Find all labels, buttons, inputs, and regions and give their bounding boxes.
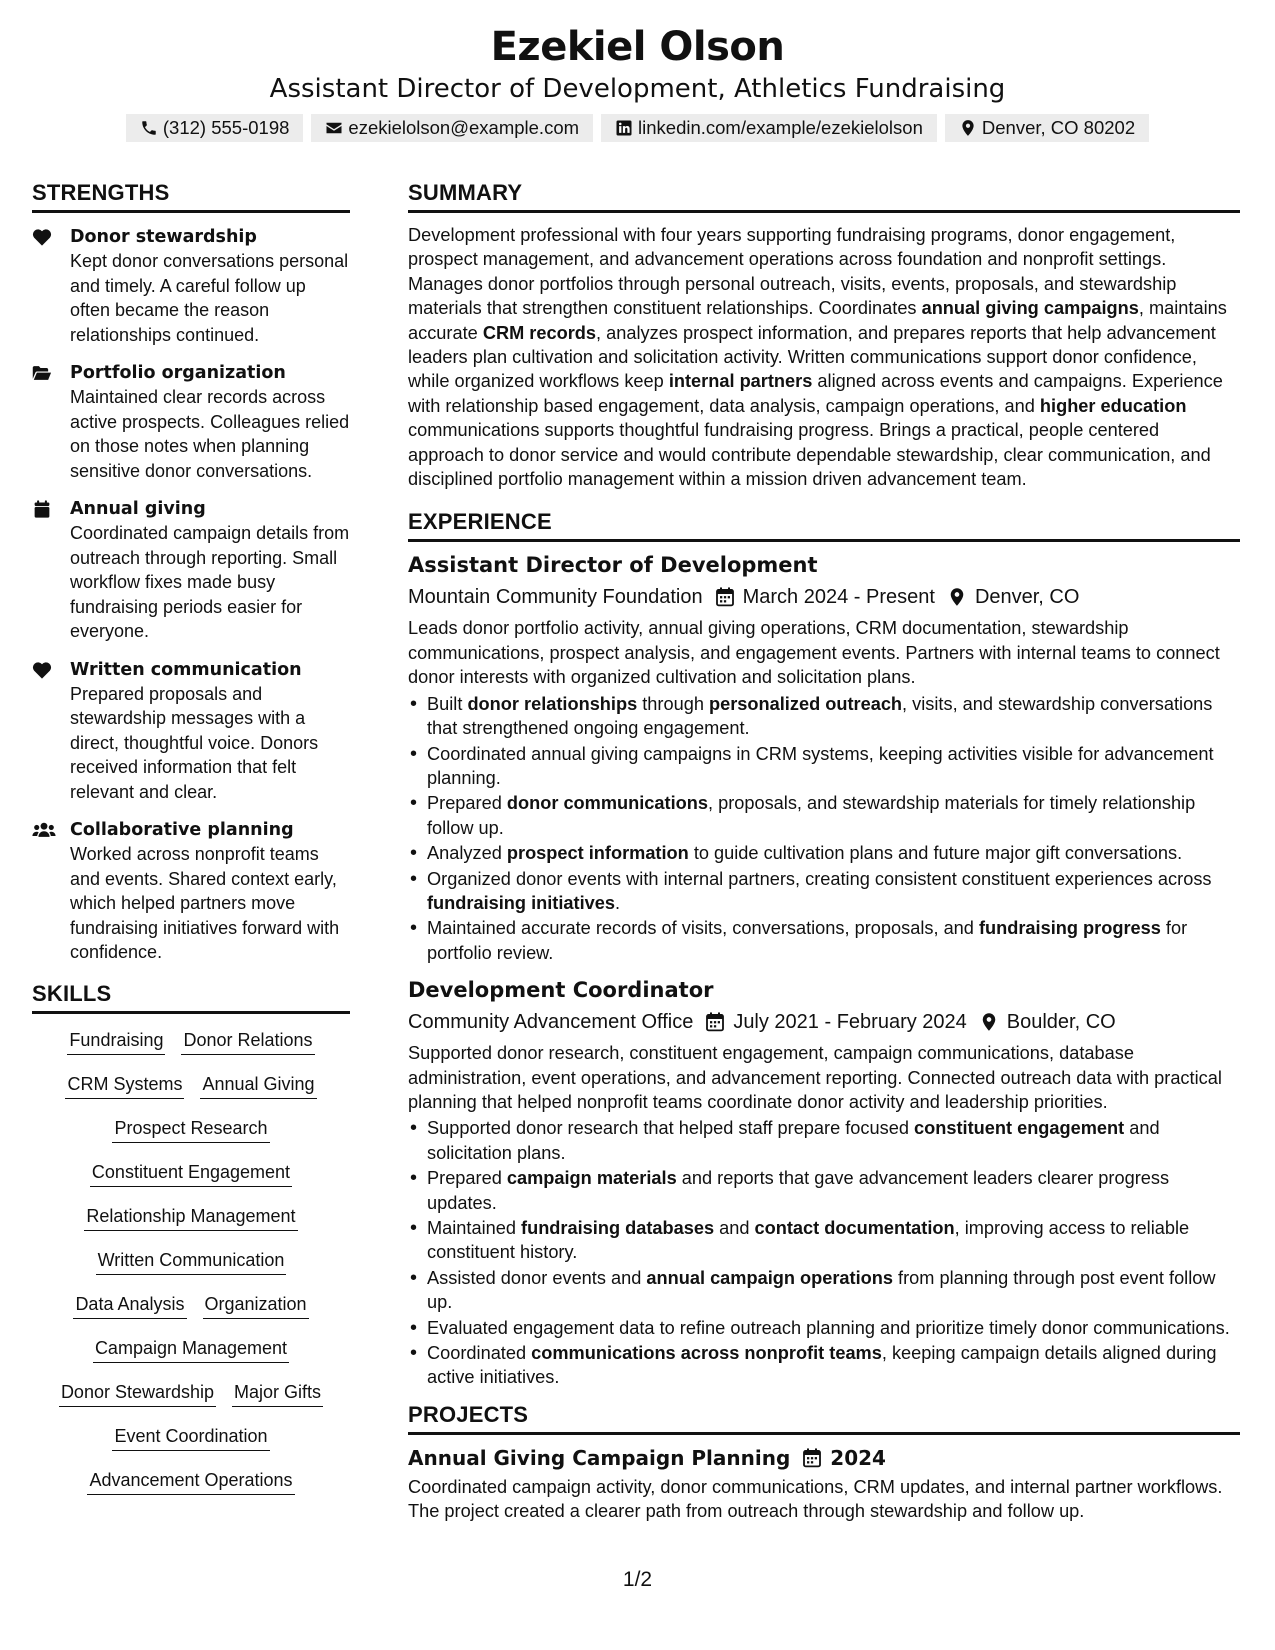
skill-tag: Fundraising bbox=[67, 1028, 165, 1055]
job-meta bbox=[408, 582, 1240, 612]
folder-open-icon bbox=[32, 364, 52, 382]
contact-bar bbox=[0, 114, 1275, 142]
resume-header bbox=[0, 22, 1275, 142]
strengths-heading: STRENGTHS bbox=[32, 178, 350, 213]
bold-keyword: constituent engagement bbox=[914, 1118, 1125, 1139]
job-bullet: • Maintained fundraising databases and contact documentation, improving access to reliable constituent history. bbox=[408, 1216, 1240, 1265]
linkedin-icon bbox=[615, 119, 633, 137]
skill-tag: Prospect Research bbox=[112, 1116, 269, 1143]
bold-keyword: higher education bbox=[1039, 395, 1187, 416]
heart-icon bbox=[32, 228, 52, 246]
bold-keyword: annual campaign operations bbox=[646, 1267, 893, 1288]
skill-tag: Advancement Operations bbox=[87, 1468, 294, 1495]
calendar-icon bbox=[715, 587, 735, 607]
projects-heading: PROJECTS bbox=[408, 1400, 1240, 1435]
job-bullet: • Prepared donor communications, proposals, and stewardship materials for timely relationship follow up. bbox=[408, 791, 1240, 840]
project-title: Annual Giving Campaign Planning bbox=[408, 1445, 791, 1470]
skill-tag: CRM Systems bbox=[65, 1072, 184, 1099]
right-column bbox=[408, 178, 1240, 1524]
contact-linkedin-text: linkedin.com/example/ezekielolson bbox=[638, 117, 923, 138]
strength-item bbox=[32, 361, 350, 483]
job-title: Assistant Director of Development bbox=[408, 553, 818, 578]
bold-keyword: fundraising databases bbox=[521, 1218, 715, 1238]
job-bullet: • Evaluated engagement data to refine outreach planning and prioritize timely donor communications. bbox=[408, 1316, 1240, 1340]
strength-title: Annual giving bbox=[70, 499, 206, 519]
job-description: Leads donor portfolio activity, annual giving operations, CRM documentation, stewardship communications, prospect analysis, and engagement events. Partners with internal teams to connect donor interests with organized cultivation and solicitation plans. bbox=[408, 618, 1220, 688]
bold-keyword: personalized outreach bbox=[709, 693, 903, 714]
job-bullet: • Assisted donor events and annual campaign operations from planning through post event follow up. bbox=[408, 1266, 1240, 1315]
contact-phone[interactable] bbox=[126, 114, 304, 142]
bold-keyword: fundraising initiatives bbox=[427, 892, 615, 913]
strengths-list bbox=[32, 225, 350, 965]
users-icon bbox=[32, 821, 56, 839]
projects-section bbox=[408, 1400, 1240, 1524]
skill-tag: Event Coordination bbox=[112, 1424, 269, 1451]
summary-text: Development professional with four years supporting fundraising programs, donor engagement, prospect management, and advancement operations across foundation and nonprofit settings. Manages donor portfolios through personal outreach, visits, events, proposals, and stewardship materials that strengthen constituent relationships. Coordinates annual giving campaigns, maintains accurate CRM records, analyzes prospect information, and prepares reports that help advancement leaders plan cultivation and solicitation activity. Written communications support donor confidence, while organized workflows keep internal partners aligned across events and campaigns. Experience with relationship based engagement, data analysis, campaign operations, and higher education communications supports thoughtful fundraising progress. Brings a practical, people centered approach to donor service and would contribute dependable stewardship, clear communication, and disciplined portfolio management within a mission driven advancement team. bbox=[408, 225, 1227, 490]
job-bullet: • Prepared campaign materials and reports that gave advancement leaders clearer progress updates. bbox=[408, 1166, 1240, 1215]
job-bullet: • Supported donor research that helped staff prepare focused constituent engagement and solicitation plans. bbox=[408, 1116, 1240, 1165]
contact-email-text: ezekielolson@example.com bbox=[348, 117, 580, 138]
skill-tag: Data Analysis bbox=[73, 1292, 186, 1319]
calendar-icon bbox=[705, 1012, 725, 1032]
job-bullet: • Coordinated communications across nonprofit teams, keeping campaign details aligned during active initiatives. bbox=[408, 1341, 1240, 1390]
phone-icon bbox=[140, 119, 158, 137]
strength-description: Coordinated campaign details from outreach through reporting. Small workflow fixes made busy fundraising periods easier for everyone. bbox=[70, 523, 350, 641]
job-location: Denver, CO bbox=[974, 586, 1080, 609]
bold-keyword: contact documentation bbox=[754, 1218, 955, 1238]
strength-title: Written communication bbox=[70, 659, 302, 680]
skill-tag: Campaign Management bbox=[93, 1336, 289, 1363]
map-pin-icon bbox=[959, 119, 977, 137]
strength-title: Portfolio organization bbox=[70, 363, 286, 383]
strength-title: Collaborative planning bbox=[70, 820, 294, 840]
contact-email[interactable] bbox=[311, 114, 593, 142]
job-entry bbox=[408, 550, 1240, 965]
bold-keyword: prospect information bbox=[506, 843, 689, 864]
skills-heading: SKILLS bbox=[32, 979, 350, 1014]
strength-item bbox=[32, 818, 350, 965]
skill-tag: Donor Relations bbox=[181, 1028, 314, 1055]
calendar-icon bbox=[802, 1448, 822, 1468]
job-description: Supported donor research, constituent engagement, campaign communications, database administration, event operations, and advancement reporting. Connected outreach data with practical planning that helped nonprofit teams coordinate donor activity and leadership priorities. bbox=[408, 1043, 1222, 1112]
bold-keyword: donor relationships bbox=[467, 693, 638, 714]
page-number: 1/2 bbox=[622, 1568, 653, 1591]
candidate-name: Ezekiel Olson bbox=[490, 24, 785, 70]
summary-heading: SUMMARY bbox=[408, 178, 1240, 213]
job-organization: Mountain Community Foundation bbox=[408, 586, 703, 609]
bold-keyword: campaign materials bbox=[506, 1168, 677, 1189]
heart-icon bbox=[32, 661, 52, 679]
contact-location-text: Denver, CO 80202 bbox=[981, 117, 1136, 138]
contact-location bbox=[945, 114, 1149, 142]
strength-description: Prepared proposals and stewardship messages with a direct, thoughtful voice. Donors received information that felt relevant and clear. bbox=[70, 683, 319, 802]
job-bullet: • Maintained accurate records of visits, conversations, proposals, and fundraising progress for portfolio review. bbox=[408, 916, 1240, 965]
project-year: 2024 bbox=[830, 1445, 886, 1470]
strength-title: Donor stewardship bbox=[70, 227, 257, 247]
strength-description: Kept donor conversations personal and timely. A careful follow up often became the reason relationships continued. bbox=[70, 251, 349, 345]
strength-item bbox=[32, 497, 350, 644]
job-bullet: • Built donor relationships through personalized outreach, visits, and stewardship conversations that strengthened ongoing engagement. bbox=[408, 692, 1240, 741]
project-description: Coordinated campaign activity, donor communications, CRM updates, and internal partner workflows. The project created a clearer path from outreach through stewardship and follow up. bbox=[408, 1476, 1223, 1522]
job-bullet: • Coordinated annual giving campaigns in CRM systems, keeping activities visible for advancement planning. bbox=[408, 742, 1240, 791]
job-entry bbox=[408, 975, 1240, 1390]
bold-keyword: donor communications bbox=[506, 793, 708, 814]
skill-tag: Major Gifts bbox=[232, 1380, 323, 1407]
strength-description: Worked across nonprofit teams and events. Shared context early, which helped partners move fundraising initiatives forward with confidence. bbox=[70, 844, 340, 962]
experience-heading: EXPERIENCE bbox=[408, 507, 1240, 542]
map-pin-icon bbox=[947, 587, 967, 607]
strength-description: Maintained clear records across active prospects. Colleagues relied on those notes when planning sensitive donor conversations. bbox=[70, 387, 350, 481]
skill-tag: Organization bbox=[203, 1292, 309, 1319]
bold-keyword: annual giving campaigns bbox=[921, 298, 1139, 319]
bold-keyword: communications across nonprofit teams bbox=[531, 1343, 882, 1364]
skills-section bbox=[32, 979, 350, 1495]
map-pin-icon bbox=[979, 1012, 999, 1032]
job-location: Boulder, CO bbox=[1006, 1011, 1116, 1034]
strength-item bbox=[32, 658, 350, 805]
job-title: Development Coordinator bbox=[408, 978, 714, 1003]
job-bullets bbox=[408, 692, 1240, 965]
skill-tag: Relationship Management bbox=[84, 1204, 297, 1231]
bold-keyword: CRM records bbox=[482, 322, 597, 343]
skill-tag: Donor Stewardship bbox=[59, 1380, 216, 1407]
bold-keyword: internal partners bbox=[668, 371, 813, 392]
job-meta bbox=[408, 1007, 1240, 1037]
strength-item bbox=[32, 225, 350, 347]
job-bullets bbox=[408, 1116, 1240, 1389]
job-dates: July 2021 - February 2024 bbox=[733, 1011, 967, 1034]
job-bullet: • Analyzed prospect information to guide cultivation plans and future major gift conversations. bbox=[408, 841, 1240, 865]
left-column bbox=[32, 178, 350, 1495]
contact-phone-text: (312) 555-0198 bbox=[162, 117, 290, 138]
envelope-icon bbox=[325, 119, 343, 137]
job-bullet: • Organized donor events with internal partners, creating consistent constituent experiences across fundraising initiatives. bbox=[408, 867, 1240, 916]
job-organization: Community Advancement Office bbox=[408, 1011, 694, 1034]
job-dates: March 2024 - Present bbox=[742, 586, 935, 609]
contact-linkedin[interactable] bbox=[601, 114, 937, 142]
project-title-row bbox=[408, 1443, 1240, 1473]
skill-tag: Written Communication bbox=[96, 1248, 287, 1275]
skill-tag: Constituent Engagement bbox=[90, 1160, 292, 1187]
calendar-icon bbox=[32, 500, 52, 518]
bold-keyword: fundraising progress bbox=[978, 918, 1161, 939]
skills-list bbox=[32, 1028, 350, 1495]
candidate-headline: Assistant Director of Development, Athletics Fundraising bbox=[269, 74, 1006, 104]
skill-tag: Annual Giving bbox=[200, 1072, 316, 1099]
